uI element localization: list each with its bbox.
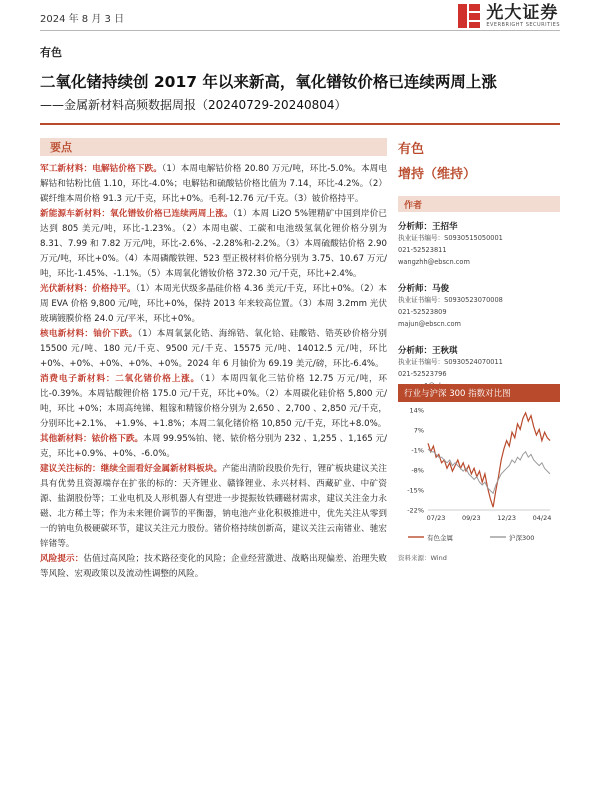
y-tick-label: -8%	[411, 466, 424, 475]
chart-svg	[398, 402, 560, 552]
analyst-phone: 021-52523811	[398, 246, 447, 254]
broker-logo-icon	[458, 4, 480, 28]
analyst-email[interactable]: majun@ebscn.com	[398, 320, 461, 328]
report-title: 二氧化锗持续创 2017 年以来新高，氧化镨钕价格已连续两周上涨	[40, 73, 497, 91]
y-tick-label: -1%	[411, 446, 424, 455]
analyst-cert: 执业证书编号：S0930524070011	[398, 358, 503, 366]
key-point-lead: 风险提示：	[40, 554, 84, 564]
title-divider	[40, 123, 560, 125]
analyst-card	[398, 282, 560, 330]
rating-label: 增持（维持）	[398, 167, 477, 182]
analyst-cert: 执业证书编号：S0930523070008	[398, 296, 503, 304]
key-point-paragraph	[40, 432, 387, 462]
key-point-paragraph	[40, 207, 387, 282]
analyst-phone: 021-52523809	[398, 308, 447, 316]
key-point-text: 本周 99.95%铂、铑、铱价格分别为 232 、1,255 、1,165 元/克，环比+0.9%、+0%、-6.0%。	[40, 434, 387, 459]
logo-english: EVERBRIGHT SECURITIES	[486, 22, 560, 28]
x-tick-label: 09/23	[461, 514, 481, 522]
analyst-phone: 021-52523796	[398, 370, 447, 378]
key-point-text: 产能出清阶段股价先行，锂矿板块建议关注具有优势且资源端存在扩张的标的：天齐锂业、赣锋锂业、永兴材料、西藏矿业、中矿资源、盐湖股份等；工业电机及人形机器人有望进一步提振钕铁硼磁材需求，建议关注金力永磁、北方稀土等；作为未来锂价调节的平衡器，钠电池产业化积极推进中，优先关注从零到一的钠电负极硬碳环节，建议关注元力股份。锗价格持续创新高，建议关注云南锗业、驰宏锌锗等。	[40, 464, 387, 549]
key-points-body	[40, 162, 387, 582]
key-point-paragraph	[40, 162, 387, 207]
x-tick-label: 07/23	[426, 514, 446, 522]
header-divider	[40, 30, 560, 31]
analyst-name: 分析师：王招华	[398, 222, 458, 232]
y-tick-label: 14%	[409, 406, 424, 415]
key-point-lead: 核电新材料：铀价下跌。	[40, 329, 138, 339]
key-point-paragraph	[40, 282, 387, 327]
key-point-lead: 军工新材料：电解钴价格下跌。	[40, 164, 162, 174]
key-point-paragraph	[40, 372, 387, 432]
industry-label: 有色	[398, 142, 425, 157]
key-points-heading: 要点	[40, 138, 387, 156]
analyst-name: 分析师：王秋琪	[398, 346, 458, 356]
key-point-text: （1）本周四氧化三钴价格 12.75 万元/吨，环比-0.39%。本周钴酸锂价格 175.0 元/千克，环比+0%。（2）本周碳化硅价格 5,800 元/吨，环比 +0%；本周高纯锑、粗镓和精镓价格分别为 2,650 、2,700 、2,850 元/千克，分别环比+2.1%、 +1.9%、+1.8%；本周二氧化锗价格 10,850 元/千克，环比+8.0%。	[40, 374, 387, 429]
key-point-lead: 消费电子新材料：二氧化锗价格上涨。	[40, 374, 200, 384]
x-tick-label: 04/24	[532, 514, 552, 522]
key-point-text: 估值过高风险；技术路径变化的风险；企业经营激进、战略出现偏差、治理失败等风险、宏观政策以及流动性调整的风险。	[40, 554, 387, 579]
key-point-paragraph	[40, 462, 387, 552]
key-point-text: （1）本周氧氯化锆、海绵锆、氧化铪、硅酸锆、锆英砂价格分别 15500 元/吨、180 元/千克、9500 元/千克、15575 元/吨、14012.5 元/吨，环比+0%、+0%、+0%、+0%、+0%。2024 年 6 月铀价为 69.19 美元/磅，环比-6.4%。	[40, 329, 387, 369]
legend-label: 沪深300	[509, 534, 535, 542]
key-point-lead: 其他新材料：铱价格下跌。	[40, 434, 144, 444]
y-tick-label: -22%	[407, 506, 424, 515]
key-point-lead: 新能源车新材料：氧化镨钕价格已连续两周上涨。	[40, 209, 233, 219]
series-line-hs300	[428, 449, 550, 493]
series-line-nonferrous	[428, 413, 550, 507]
sidebar	[398, 138, 560, 392]
key-point-text: （1）本周 Li2O 5%锂精矿中国到岸价已达到 805 美元/吨，环比-1.23%。（2）本周电碳、工碳和电池级氢氧化锂价格分别为 8.31、7.99 和 7.82 万元/吨，环比-2.6%、-2.28%和-2.2%。（3）本周硫酸钴价格 2.90 万元/吨，环比+0%。（4）本周磷酸铁锂、523 型正极材料价格分别为 3.75、10.67 万元/吨，环比-1.45%、-1.1%。（5）本周氧化镨钕价格 372.30 元/千克，环比+2.4%。	[40, 209, 387, 279]
report-category: 有色	[40, 46, 62, 59]
authors-heading: 作者	[398, 196, 560, 212]
broker-logo	[458, 4, 560, 28]
key-point-text: （1）本周光伏级多晶硅价格 4.36 美元/千克，环比+0%。（2）本周 EVA 价格 9,800 元/吨，环比+0%，保持 2013 年来较高位置。（3）本周 3.2mm 光伏玻璃镀膜价格 24.0 元/平米，环比+0%。	[40, 284, 387, 324]
index-comparison-chart	[398, 402, 560, 552]
chart-title: 行业与沪深 300 指数对比图	[398, 384, 560, 402]
analyst-email[interactable]: wangzhh@ebscn.com	[398, 258, 470, 266]
key-point-lead: 建议关注标的：继续全面看好金属新材料板块。	[40, 464, 223, 474]
key-point-lead: 光伏新材料：价格持平。	[40, 284, 136, 294]
x-tick-label: 12/23	[497, 514, 517, 522]
y-tick-label: 7%	[413, 426, 424, 435]
key-point-paragraph	[40, 327, 387, 372]
key-points-section	[40, 138, 387, 582]
analyst-cert: 执业证书编号：S0930515050001	[398, 234, 503, 242]
analyst-card	[398, 220, 560, 268]
key-point-paragraph	[40, 552, 387, 582]
legend-label: 有色金属	[427, 534, 453, 542]
report-subtitle: ——金属新材料高频数据周报（20240729-20240804）	[40, 98, 347, 112]
logo-chinese: 光大证券	[486, 3, 559, 23]
y-tick-label: -15%	[407, 486, 424, 495]
report-date: 2024 年 8 月 3 日	[40, 14, 125, 25]
chart-source: 资料来源：Wind	[398, 554, 447, 562]
key-point-text: （1）本周电解钴价格 20.80 万元/吨，环比-5.0%。本周电解钴和钴粉比值 1.10，环比-4.0%；电解钴和硫酸钴价格比值为 7.14，环比-4.2%。（2）碳纤维本周价格 91.3 元/千克，环比+0%。毛利-12.76 元/千克。（3）铍价格持平。	[40, 164, 387, 204]
analyst-name: 分析师：马俊	[398, 284, 450, 294]
